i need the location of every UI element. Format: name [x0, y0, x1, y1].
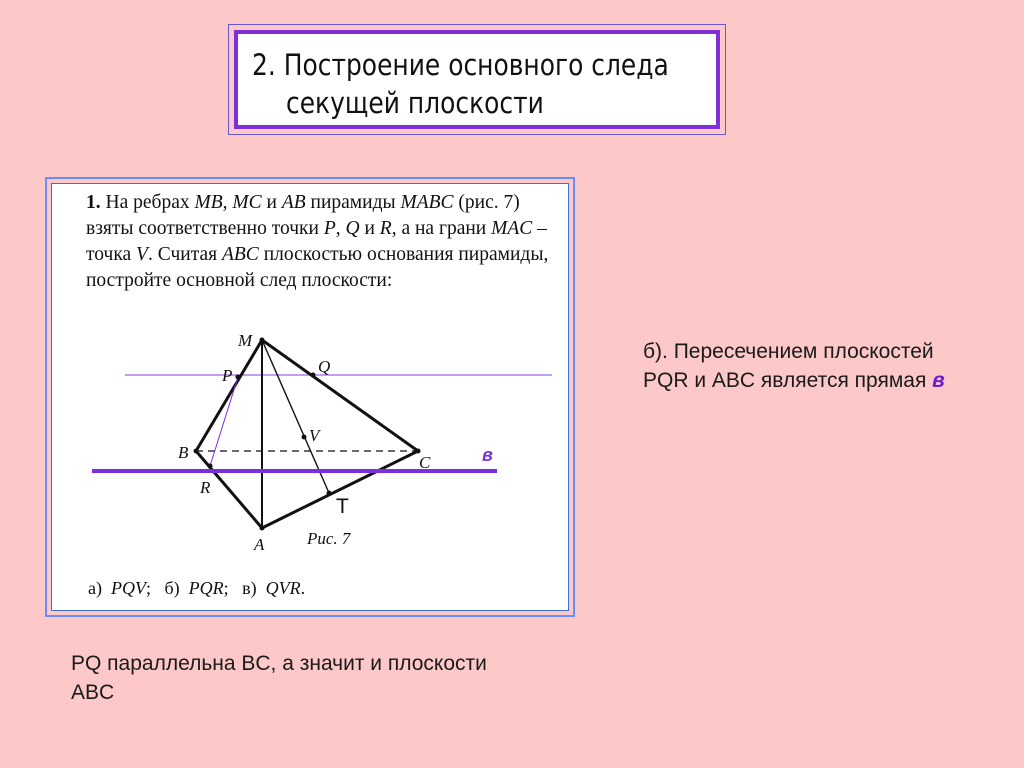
answer-options [88, 578, 305, 599]
edge-mb [196, 340, 262, 451]
label-v: V [309, 426, 320, 445]
bottom-note: PQ параллельна BC, а значит и плоскости ABC [71, 652, 487, 704]
point-a [260, 526, 265, 531]
point-t [327, 491, 332, 496]
title-line-2: секущей плоскости [286, 86, 544, 120]
side-note-text: б). Пересечением плоскостей PQR и ABC является прямая [643, 340, 934, 392]
label-r: R [200, 478, 211, 497]
point-m [260, 338, 265, 343]
option-c-end: . [300, 578, 306, 598]
trace-line-label: в [482, 445, 493, 465]
option-a-sep: ; [145, 578, 151, 598]
problem-text: На ребрах MB, MC и AB пирамиды MABC (рис. 7) взяты соответственно точки P, Q и R, а на грани MAC – точка V. Считая ABC плоскостью основания пирамиды, постройте основной след плоскости: [86, 192, 549, 291]
option-b-label: б) [164, 578, 180, 598]
option-c-value: QVR [265, 578, 301, 598]
side-note [643, 337, 973, 395]
point-p [236, 375, 241, 380]
edge-mc [262, 340, 418, 451]
label-q: Q [318, 357, 331, 376]
point-b [194, 449, 199, 454]
option-b-value: PQR [188, 578, 224, 598]
point-v [302, 435, 307, 440]
problem-number: 1. [86, 192, 101, 213]
option-b-sep: ; [223, 578, 229, 598]
option-a-value: PQV [110, 578, 146, 598]
label-c: C [419, 453, 431, 472]
label-t: T [336, 495, 349, 518]
point-r [208, 464, 213, 469]
label-a: A [254, 535, 265, 554]
option-c-label: в) [242, 578, 257, 598]
point-q [311, 373, 316, 378]
figure-caption: Рис. 7 [307, 529, 351, 548]
title-line-1: 2. Построение основного следа [252, 48, 669, 82]
label-p: P [222, 366, 233, 385]
label-m: M [238, 331, 253, 350]
option-a-label: а) [88, 578, 102, 598]
side-note-highlight: в [932, 369, 945, 392]
label-b: B [178, 443, 189, 462]
